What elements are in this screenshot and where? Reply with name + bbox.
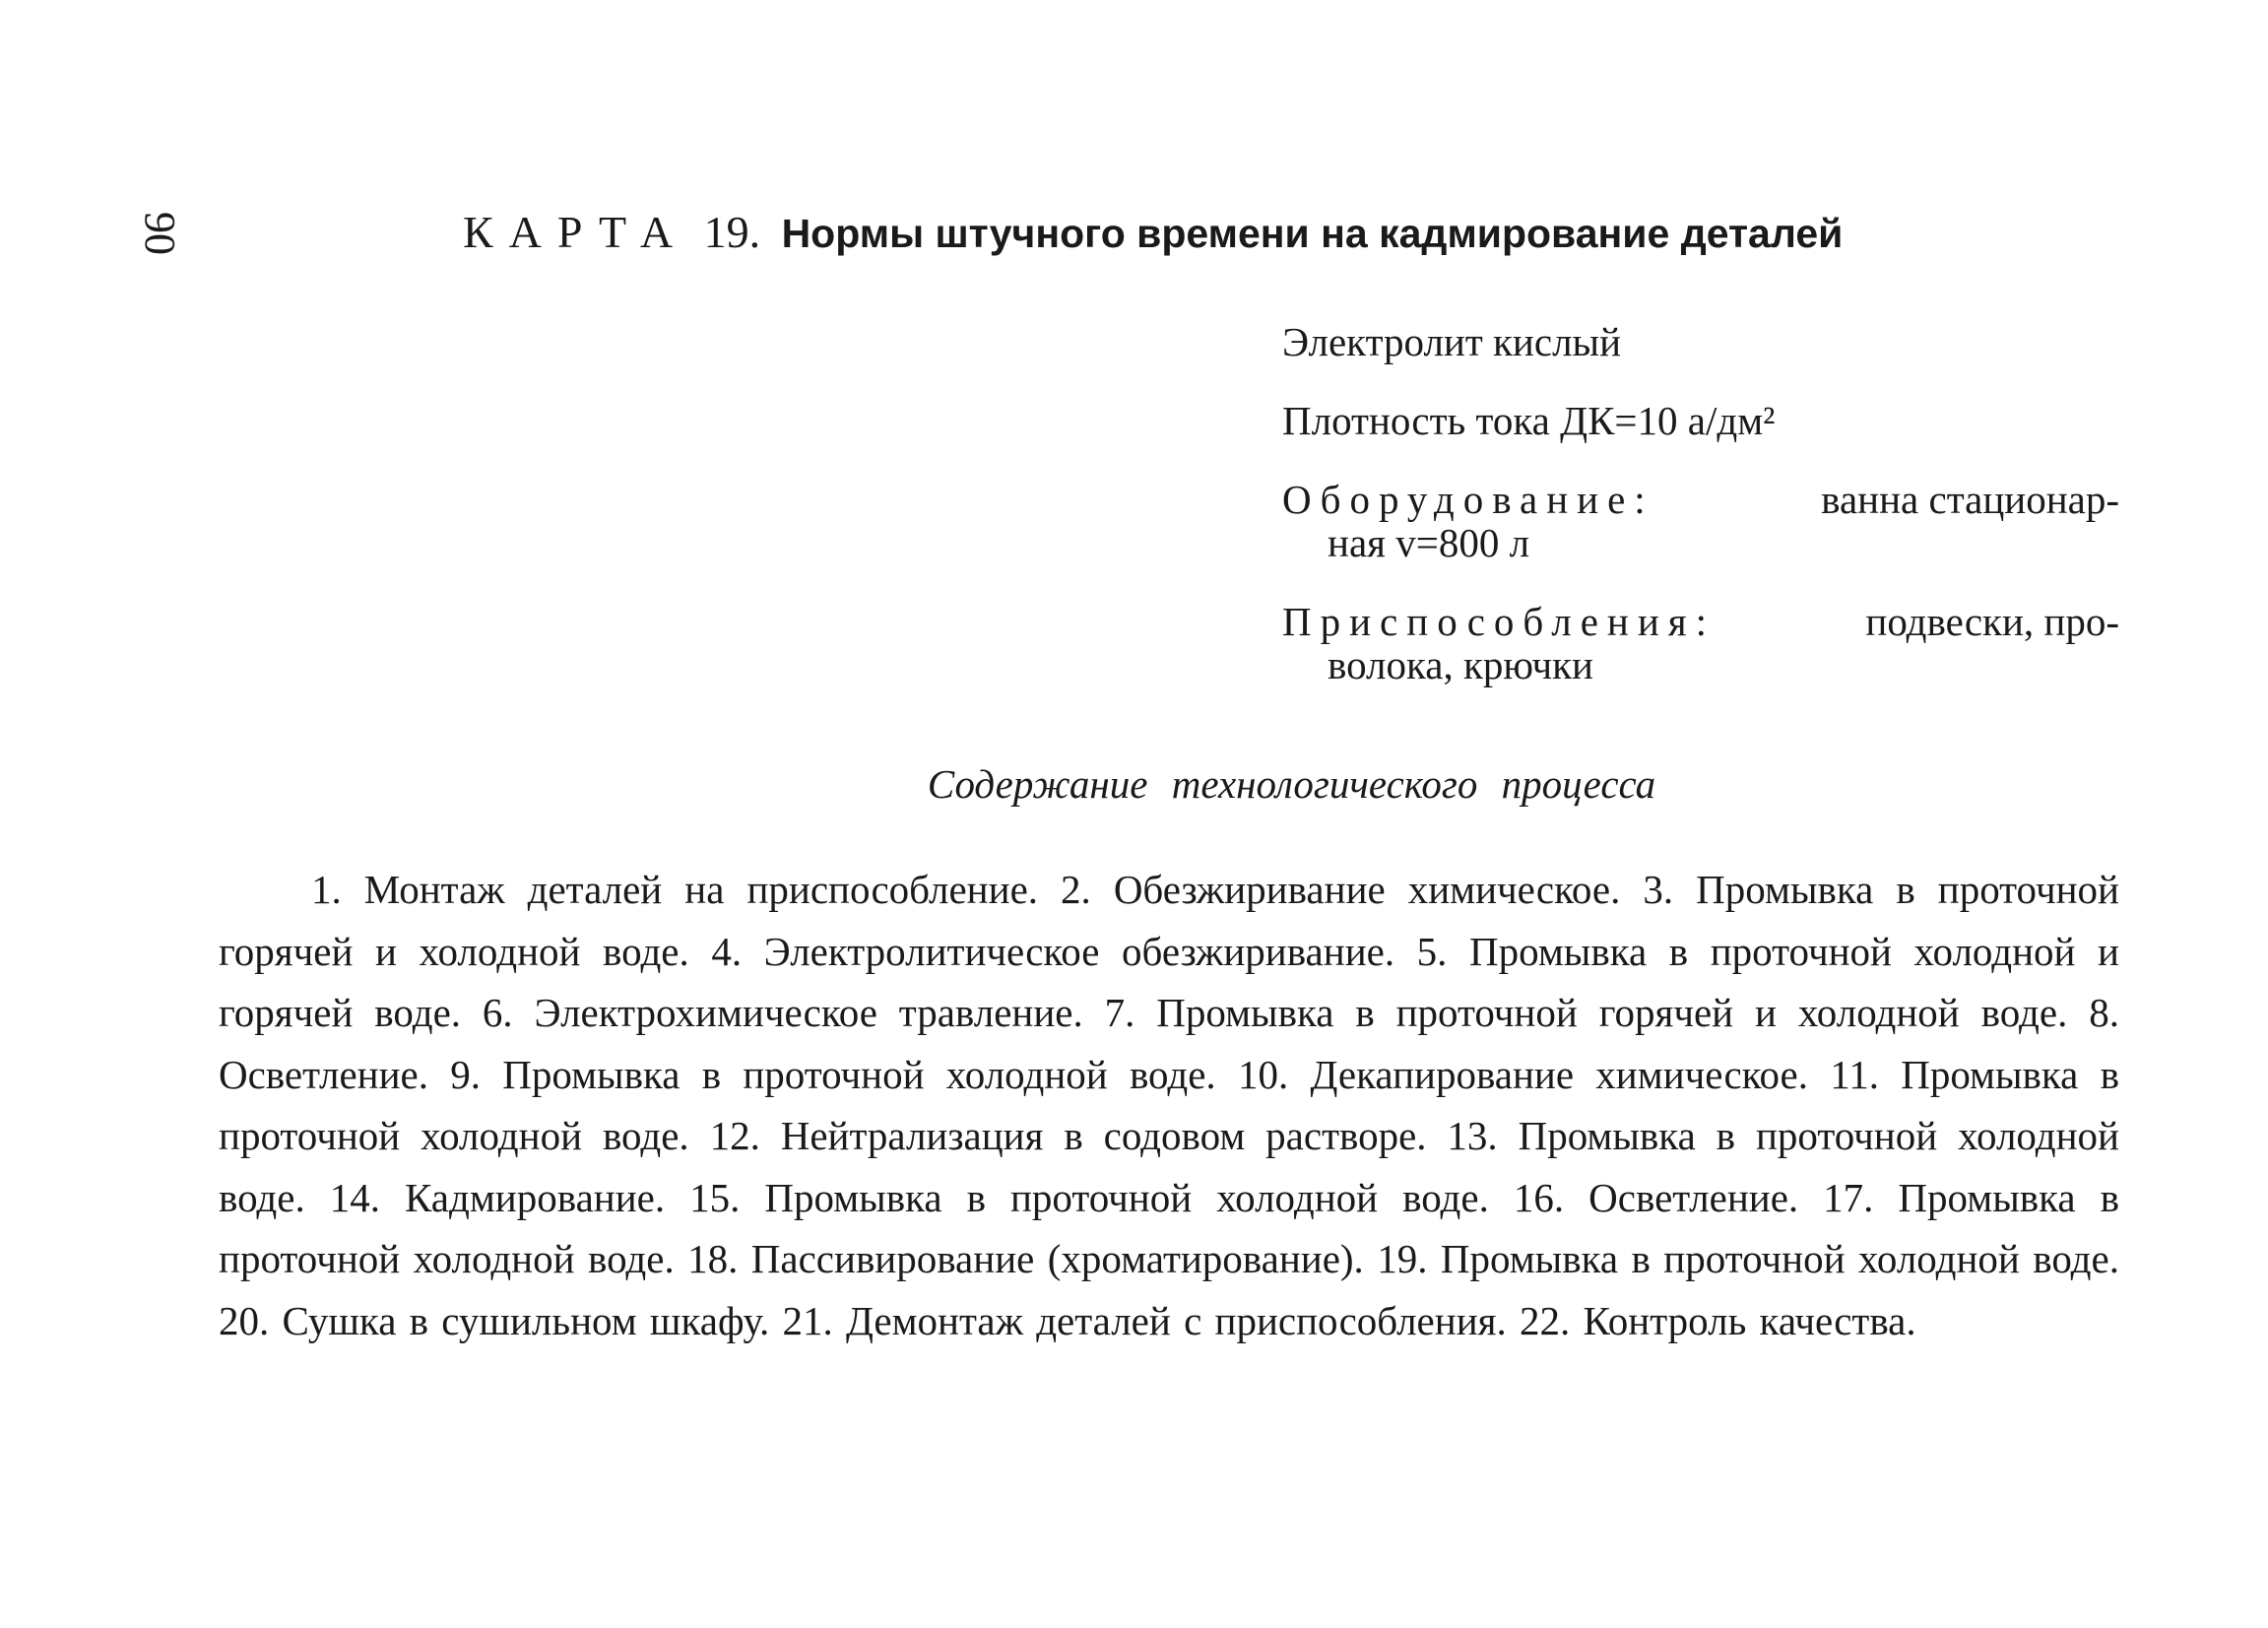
fixtures-value-line1: подвески, про- bbox=[1865, 599, 2119, 644]
page-number: 90 bbox=[136, 212, 184, 255]
card-label: КАРТА bbox=[463, 207, 689, 257]
process-heading: Содержание технологического процесса bbox=[927, 761, 1656, 807]
fixtures-value-line2: волока, крючки bbox=[1328, 642, 1593, 687]
electrolyte-spec bbox=[1282, 320, 2119, 363]
card-number: 19. bbox=[703, 207, 761, 257]
equipment-value-line2: ная v=800 л bbox=[1328, 520, 1530, 565]
card-header bbox=[463, 205, 1843, 259]
electrolyte-text: Электролит кислый bbox=[1282, 319, 1622, 364]
current-density-text: Плотность тока ДК=10 а/дм² bbox=[1282, 398, 1776, 443]
process-text: 1. Монтаж деталей на приспособление. 2. Обезжиривание химическое. 3. Промывка в проточной горячей и холодной воде. 4. Электролитическое обезжиривание. 5. Промывка в проточной холодной и горячей воде. 6. Электрохимическое травление. 7. Промывка в проточной горячей и холодной воде. 8. Осветление. 9. Промывка в проточной холодной воде. 10. Декапирование химическое. 11. Промывка в проточной холодной воде. 12. Нейтрализация в содовом растворе. 13. Промывка в проточной холодной воде. 14. Кадмирование. 15. Промывка в проточной холодной воде. 16. Осветление. 17. Промывка в проточной холодной воде. 18. Пассивирование (хроматирование). 19. Промывка в проточной холодной воде. 20. Сушка в сушильном шкафу. 21. Демонтаж деталей с приспособления. 22. Контроль качества. bbox=[219, 867, 2119, 1343]
equipment-spec bbox=[1282, 478, 2119, 564]
fixtures-spec bbox=[1282, 600, 2119, 686]
current-density-spec bbox=[1282, 399, 2119, 442]
card-title: Нормы штучного времени на кадмирование деталей bbox=[781, 211, 1844, 256]
fixtures-label: Приспособления: bbox=[1282, 599, 1717, 644]
specs-block bbox=[1282, 320, 2119, 722]
equipment-value-line1: ванна стационар- bbox=[1821, 477, 2119, 522]
equipment-label: Оборудование: bbox=[1282, 477, 1654, 522]
